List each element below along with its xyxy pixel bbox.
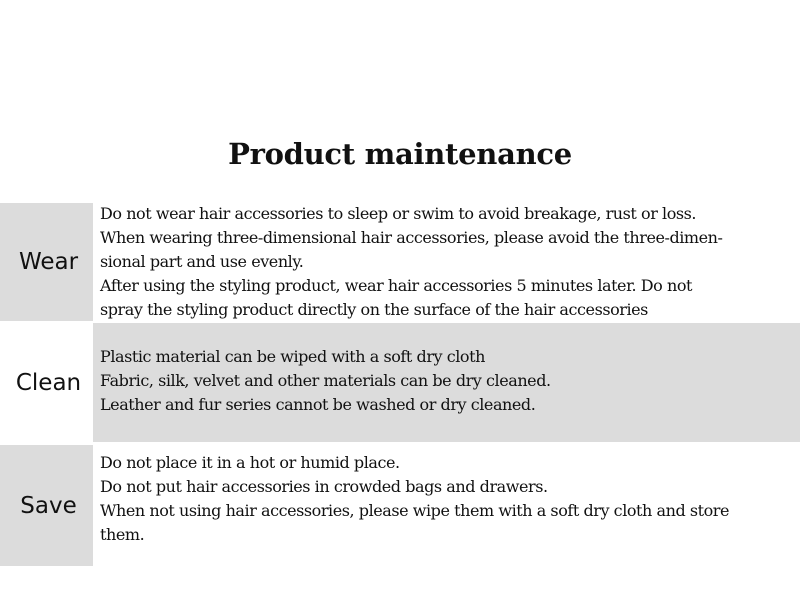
- clean-label: Clean: [15, 370, 82, 396]
- section-body-save: [93, 445, 800, 566]
- save-line: Do not place it in a hot or humid place.: [100, 453, 400, 472]
- wear-line: sional part and use evenly.: [100, 252, 304, 271]
- save-line: When not using hair accessories, please wipe them with a soft dry cloth and store: [100, 501, 730, 520]
- wear-line: Do not wear hair accessories to sleep or swim to avoid breakage, rust or loss.: [100, 204, 697, 223]
- wear-line: After using the styling product, wear hair accessories 5 minutes later. Do not: [100, 276, 693, 295]
- clean-line: Fabric, silk, velvet and other materials can be dry cleaned.: [100, 371, 551, 390]
- section-label-save: [0, 445, 93, 566]
- wear-line: When wearing three-dimensional hair accessories, please avoid the three-dimen-: [100, 228, 723, 247]
- clean-line: Plastic material can be wiped with a soft dry cloth: [100, 347, 485, 366]
- section-body-wear: [93, 202, 800, 322]
- save-line: Do not put hair accessories in crowded bags and drawers.: [100, 477, 548, 496]
- wear-label: Wear: [18, 249, 79, 275]
- section-label-clean: [0, 324, 93, 442]
- save-label: Save: [20, 492, 77, 519]
- section-body-clean: [93, 323, 800, 442]
- clean-line: Leather and fur series cannot be washed or dry cleaned.: [100, 395, 536, 414]
- section-label-wear: [0, 203, 93, 321]
- page-title: Product maintenance: [228, 137, 572, 171]
- wear-line: spray the styling product directly on the surface of the hair accessories: [100, 300, 648, 319]
- save-line: them.: [100, 525, 145, 544]
